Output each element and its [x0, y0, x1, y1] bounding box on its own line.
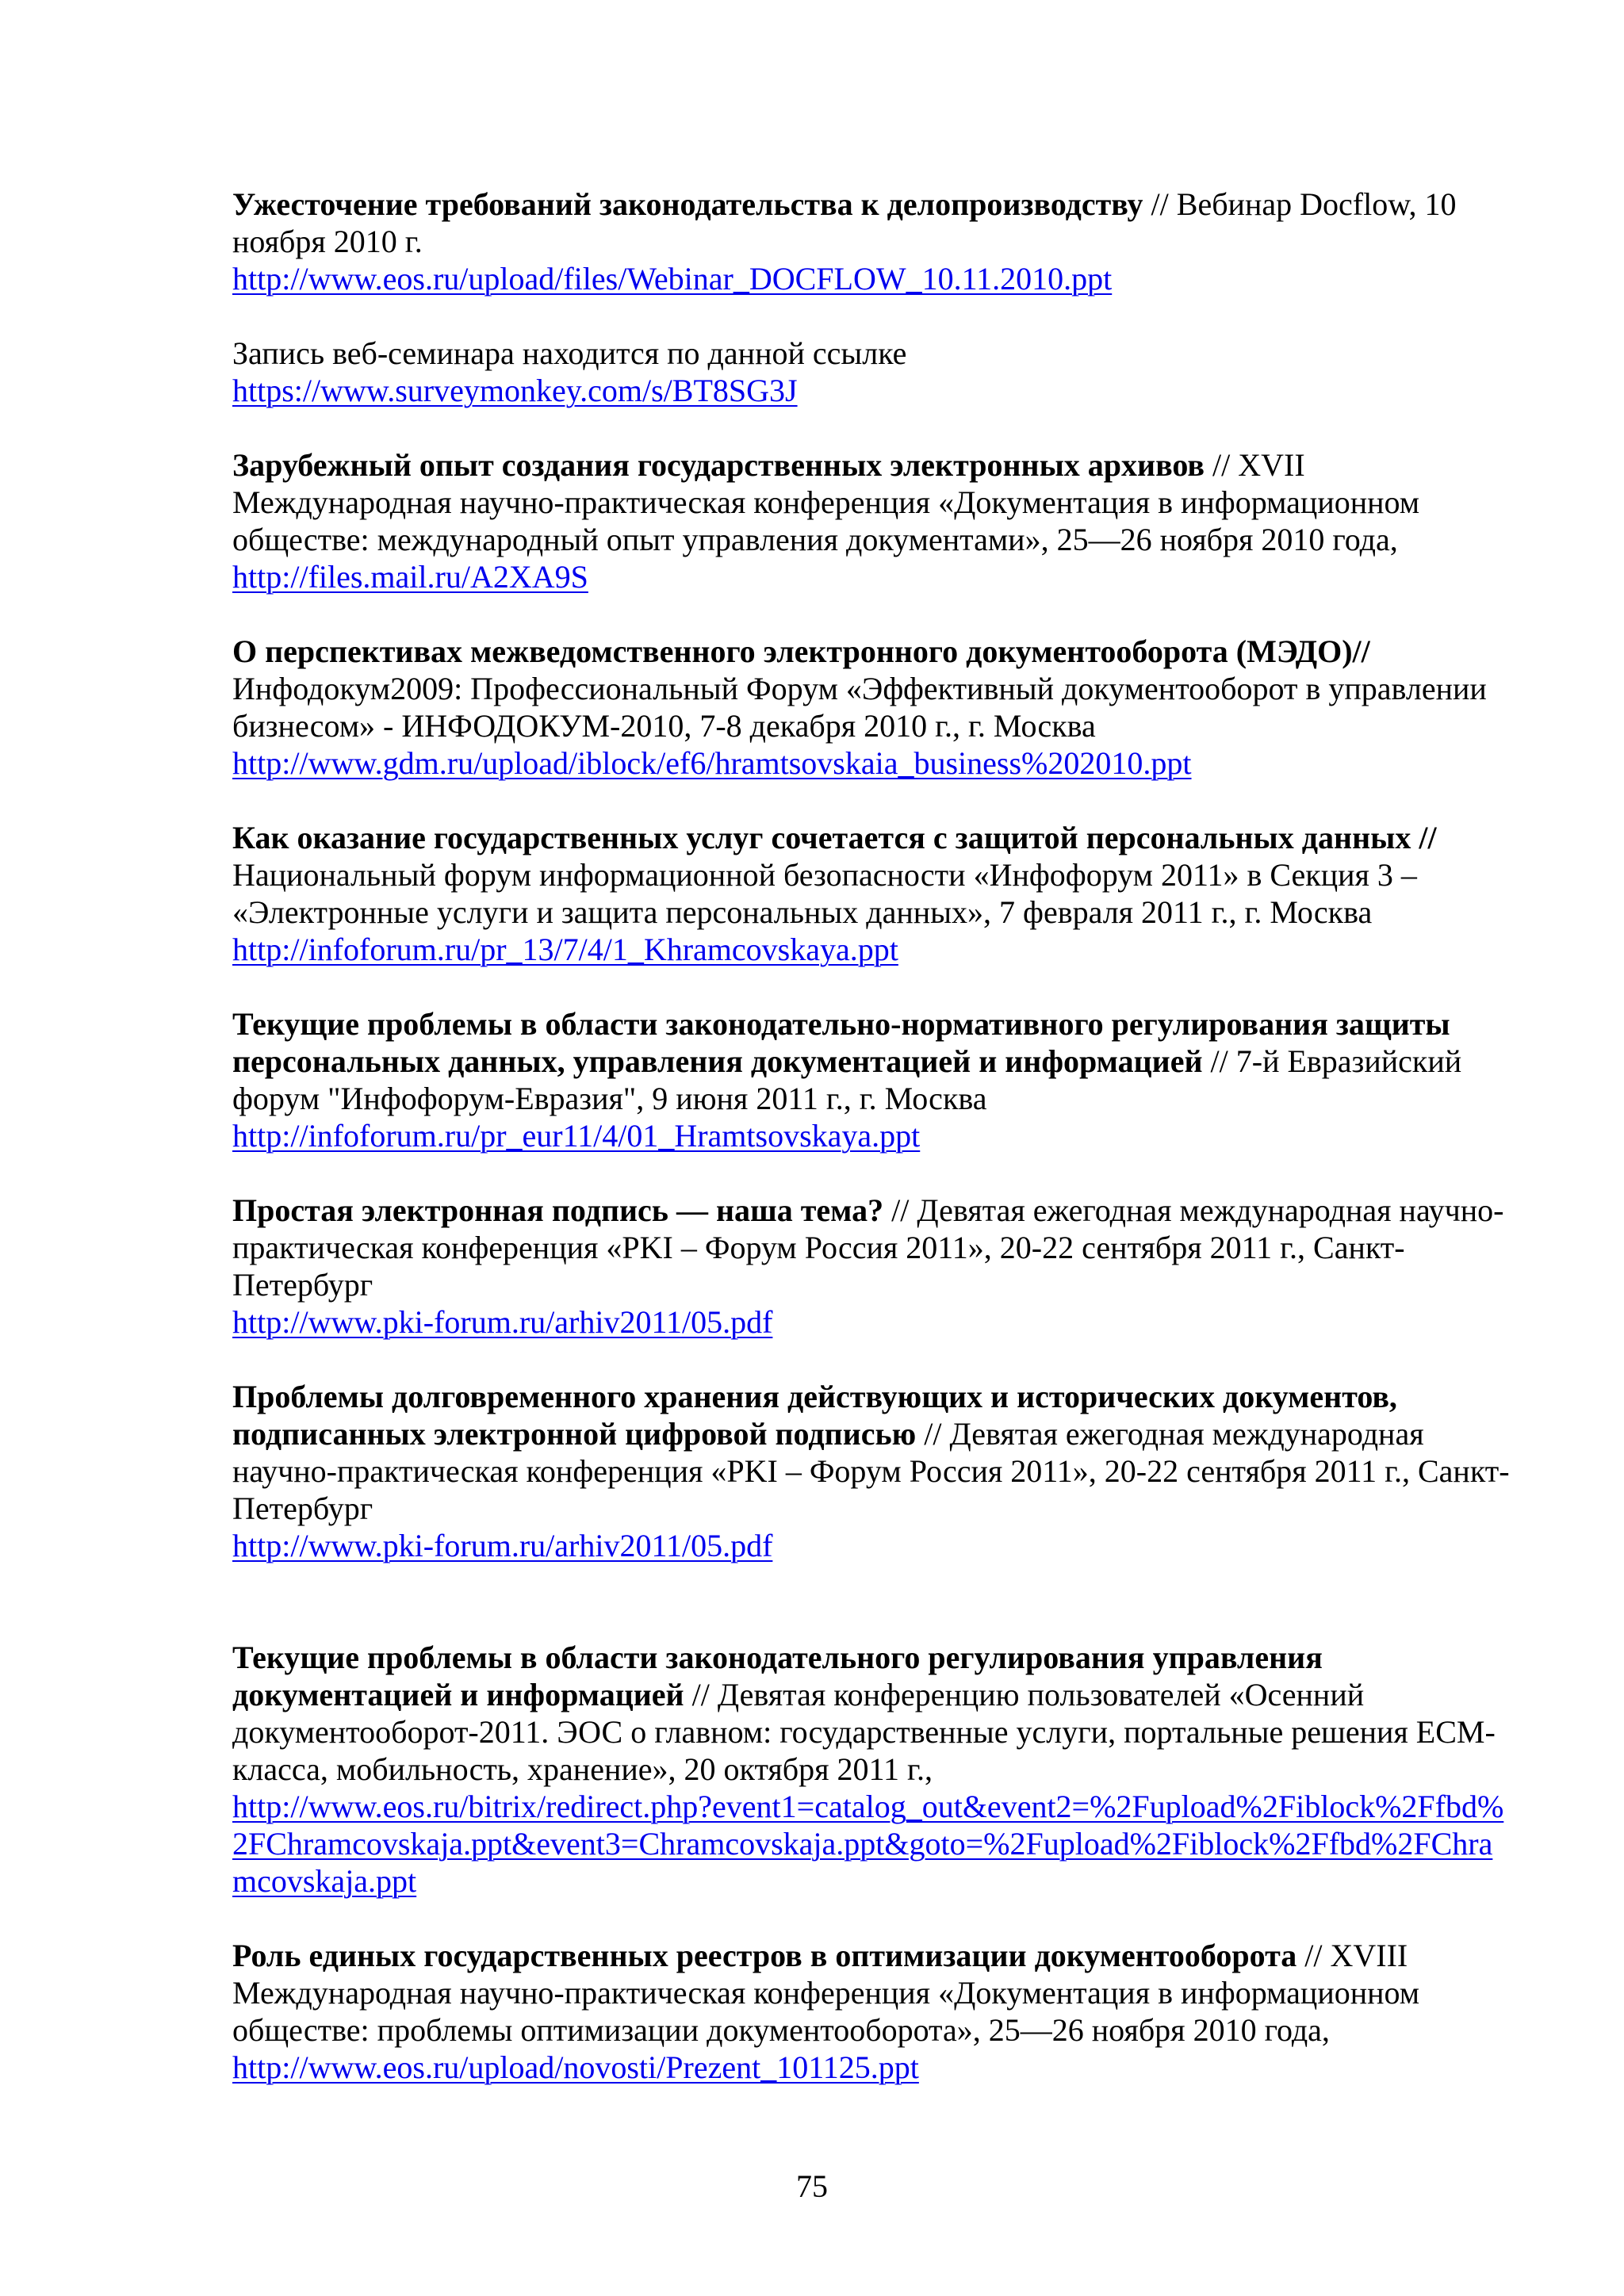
entry-link[interactable]: http://www.pki-forum.ru/arhiv2011/05.pdf: [232, 1304, 773, 1340]
entry-link[interactable]: http://www.eos.ru/upload/novosti/Prezent_101125.ppt: [232, 2049, 919, 2085]
entry-title: Ужесточение требований законодательства к делопроизводству: [232, 186, 1143, 222]
entry-description: // Девятая ежегодная международная научно-практическая конференция «PKI – Форум Россия 2011», 20-22 сентября 2011 г., Санкт-Петербург: [232, 1416, 1510, 1526]
reference-entry: [232, 1005, 1517, 1154]
entry-link[interactable]: http://www.pki-forum.ru/arhiv2011/05.pdf: [232, 1528, 773, 1563]
entry-title: Простая электронная подпись — наша тема?: [232, 1192, 884, 1228]
reference-entry: [232, 1639, 1517, 1900]
entry-title: Проблемы долговременного хранения действующих и исторических документов, подписанных электронной цифровой подписью: [232, 1379, 1397, 1452]
reference-entry: [232, 1937, 1517, 2086]
entry-link[interactable]: http://www.eos.ru/bitrix/redirect.php?event1=catalog_out&event2=%2Fupload%2Fiblock%2Ffbd%2FChramcovskaja.ppt&event3=Chramcovskaja.ppt&goto=%2Fupload%2Fiblock%2Ffbd%2FChramcovskaja.ppt: [232, 1789, 1504, 1899]
entry-link[interactable]: http://infoforum.ru/pr_13/7/4/1_Khramcovskaya.ppt: [232, 932, 898, 967]
entry-link[interactable]: http://www.gdm.ru/upload/iblock/ef6/hramtsovskaia_business%202010.ppt: [232, 745, 1192, 781]
entry-title: О перспективах межведомственного электронного документооборота (МЭДО)//: [232, 633, 1370, 669]
entry-description: // Вебинар Docflow, 10 ноября 2010 г.: [232, 186, 1457, 259]
entry-title: Текущие проблемы в области законодательно-нормативного регулирования защиты персональных данных, управления документацией и информацией: [232, 1006, 1450, 1079]
entry-description: // XVII Международная научно-практическая конференция «Документация в информационном обществе: международный опыт управления документами», 25—26 ноября 2010 года,: [232, 447, 1420, 557]
entry-description: // Девятая конференцию пользователей «Осенний документооборот-2011. ЭОС о главном: государственные услуги, портальные решения ECM-класса, мобильность, хранение», 20 октября 2011 г.,: [232, 1677, 1496, 1787]
entry-title: Как оказание государственных услуг сочетается с защитой персональных данных //: [232, 820, 1437, 855]
entry-link[interactable]: http://www.eos.ru/upload/files/Webinar_DOCFLOW_10.11.2010.ppt: [232, 261, 1113, 297]
reference-entry: [232, 633, 1517, 782]
entry-description: Инфодокум2009: Профессиональный Форум «Эффективный документооборот в управлении бизнесом» - ИНФОДОКУМ-2010, 7-8 декабря 2010 г., г. Москва: [232, 671, 1487, 744]
reference-entry: [232, 1378, 1517, 1564]
reference-entry: [232, 335, 1517, 409]
entry-description: Запись веб-семинара находится по данной ссылке: [232, 335, 907, 371]
entry-description: // 7-й Евразийский форум "Инфофорум-Евразия", 9 июня 2011 г., г. Москва: [232, 1043, 1462, 1116]
entry-description: // XVIII Международная научно-практическая конференция «Документация в информационном обществе: проблемы оптимизации документооборота», 25—26 ноября 2010 года,: [232, 1938, 1420, 2048]
entry-link[interactable]: http://files.mail.ru/A2XA9S: [232, 559, 588, 595]
reference-entry: [232, 446, 1517, 595]
entry-description: Национальный форум информационной безопасности «Инфофорум 2011» в Секция 3 – «Электронные услуги и защита персональных данных», 7 февраля 2011 г., г. Москва: [232, 857, 1417, 930]
entry-title: Зарубежный опыт создания государственных электронных архивов: [232, 447, 1205, 483]
entry-title: Текущие проблемы в области законодательного регулирования управления документацией и информацией: [232, 1640, 1323, 1712]
entry-link[interactable]: http://infoforum.ru/pr_eur11/4/01_Hramtsovskaya.ppt: [232, 1118, 921, 1154]
reference-entry: [232, 1192, 1517, 1341]
entry-link[interactable]: https://www.surveymonkey.com/s/BT8SG3J: [232, 373, 798, 408]
reference-entry: [232, 186, 1517, 297]
page-number: 75: [796, 2168, 828, 2204]
entry-description: // Девятая ежегодная международная научно-практическая конференция «PKI – Форум Россия 2011», 20-22 сентября 2011 г., Санкт-Петербург: [232, 1192, 1504, 1303]
entry-title: Роль единых государственных реестров в оптимизации документооборота: [232, 1938, 1297, 1973]
reference-entry: [232, 819, 1517, 968]
reference-list: [232, 186, 1517, 2086]
